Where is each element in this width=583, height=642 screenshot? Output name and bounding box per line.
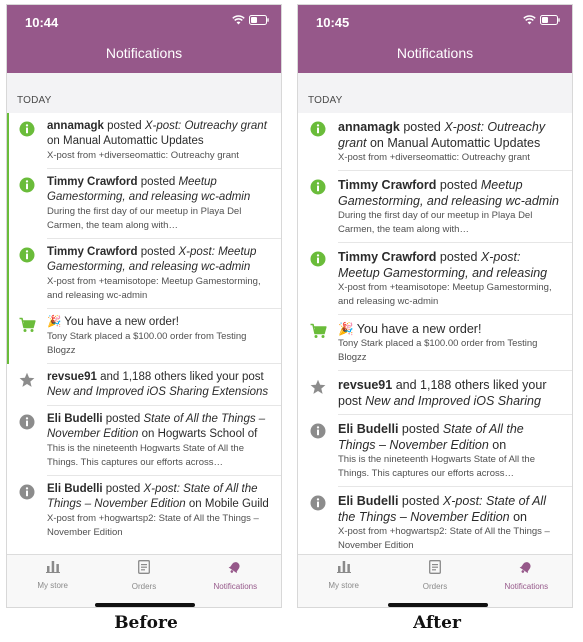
notification-subject: State of All the Things – November Edition	[47, 413, 266, 440]
info-icon	[310, 177, 328, 237]
battery-icon	[249, 15, 269, 25]
notification-site: on	[509, 510, 528, 524]
tab-label: Orders	[422, 582, 448, 591]
notification-body	[47, 315, 273, 358]
notification-row[interactable]	[7, 169, 281, 239]
notification-site: on Manual Automattic Updates	[366, 136, 541, 150]
notification-text: posted	[398, 494, 443, 508]
notification-site: on Hogwarts School of	[138, 428, 258, 440]
notification-body	[47, 412, 273, 470]
notification-user: Timmy Crawford	[47, 246, 138, 258]
info-icon	[310, 249, 328, 309]
notification-row[interactable]	[7, 406, 281, 476]
notification-row[interactable]	[298, 113, 572, 171]
notifications-list[interactable]	[7, 73, 281, 557]
notification-body	[338, 377, 564, 409]
tab-orders[interactable]	[389, 555, 480, 607]
info-icon	[19, 482, 37, 540]
document-icon	[138, 560, 150, 579]
status-time: 10:44	[25, 15, 59, 30]
tab-my-store[interactable]	[7, 555, 98, 607]
notification-row[interactable]	[298, 415, 572, 487]
section-header-today: TODAY	[298, 73, 572, 113]
notification-detail: X-post from +hogwartsp2: State of All the Things – November Edition	[338, 526, 550, 551]
notification-body	[338, 321, 564, 365]
notification-title	[338, 493, 564, 525]
notification-detail: During the first day of our meetup in Playa Del Carmen, the team along with…	[47, 206, 242, 231]
notification-title	[47, 482, 273, 512]
chart-bars-icon	[46, 560, 60, 578]
status-time: 10:45	[316, 15, 350, 30]
navigation-bar	[298, 5, 572, 73]
notification-title	[47, 245, 273, 275]
notification-user: revsue91	[338, 378, 393, 392]
notification-detail: Tony Stark placed a $100.00 order from Testing Blogzz	[338, 338, 538, 363]
navigation-bar	[7, 5, 281, 73]
home-indicator	[388, 603, 488, 607]
notification-subject: X-post: State of All the Things – November Edition	[338, 494, 546, 524]
document-icon	[429, 560, 441, 579]
notification-subject: Meetup Gamestorming, and releasing wc-admin	[338, 178, 559, 208]
notification-site: on Manual Automattic Updates	[47, 135, 204, 147]
notification-user: Timmy Crawford	[338, 250, 437, 264]
notification-detail: This is the nineteenth Hogwarts State of All the Things. This captures our efforts across…	[47, 443, 244, 468]
notification-title	[47, 175, 273, 205]
notification-body	[338, 119, 564, 165]
notification-user: annamagk	[47, 120, 104, 132]
info-icon	[19, 245, 37, 303]
notification-text: 🎉 You have a new order!	[47, 316, 179, 328]
notification-subject: New and Improved iOS Sharing	[365, 394, 541, 408]
notification-text: and 1,188 others liked your post	[96, 371, 264, 383]
notification-title	[338, 377, 564, 409]
notification-text: posted	[102, 413, 144, 425]
cart-icon	[19, 315, 37, 358]
notification-row[interactable]	[7, 364, 281, 406]
notification-title	[47, 370, 273, 400]
notification-user: annamagk	[338, 120, 400, 134]
battery-icon	[540, 15, 560, 25]
notification-body	[338, 493, 564, 553]
notification-row[interactable]	[7, 476, 281, 546]
tab-orders[interactable]	[98, 555, 189, 607]
notification-detail: This is the nineteenth Hogwarts State of All the Things. This captures our efforts across…	[338, 454, 535, 479]
info-icon	[19, 175, 37, 233]
notification-text: 🎉 You have a new order!	[338, 322, 482, 336]
notification-user: revsue91	[47, 371, 97, 383]
notification-title	[47, 412, 273, 442]
notification-subject: X-post: State of All the Things – November Edition	[47, 483, 258, 510]
notification-row[interactable]	[298, 315, 572, 371]
notification-subject: Meetup Gamestorming, and releasing wc-admin	[47, 176, 251, 203]
notification-items	[298, 113, 572, 557]
notification-user: Eli Budelli	[338, 494, 399, 508]
notification-text: posted	[399, 120, 445, 134]
tab-notifications[interactable]	[481, 555, 572, 607]
tab-notifications[interactable]	[190, 555, 281, 607]
notification-title	[338, 249, 564, 281]
page-title: Notifications	[105, 45, 183, 61]
notification-title	[338, 177, 564, 209]
status-bar	[7, 5, 281, 35]
notification-body	[47, 245, 273, 303]
notification-subject: X-post: Outreachy grant	[144, 120, 267, 132]
notification-text: posted	[137, 246, 179, 258]
info-icon	[310, 493, 328, 553]
status-bar	[298, 5, 572, 35]
cart-icon	[310, 321, 328, 365]
caption-before: Before	[114, 613, 178, 633]
notification-text: posted	[398, 422, 443, 436]
notification-text: posted	[137, 176, 179, 188]
notification-body	[338, 421, 564, 481]
phone-before	[6, 4, 282, 608]
notification-subject: State of All the Things – November Edition	[338, 422, 524, 452]
notifications-list[interactable]	[298, 73, 572, 557]
notification-row[interactable]	[298, 243, 572, 315]
tab-label: My store	[328, 581, 359, 590]
section-header-today: TODAY	[7, 73, 281, 113]
notification-body	[47, 175, 273, 233]
notification-title	[338, 119, 564, 151]
wifi-icon	[232, 15, 245, 25]
notification-detail: X-post from +teamisotope: Meetup Gamestorming, and releasing wc-admin	[338, 282, 552, 307]
notification-detail: X-post from +diverseomattic: Outreachy grant	[47, 150, 239, 161]
notification-user: Timmy Crawford	[338, 178, 437, 192]
bell-icon	[228, 560, 242, 579]
notification-site: on	[488, 438, 507, 452]
caption-after: After	[413, 613, 461, 633]
notification-row[interactable]	[298, 171, 572, 243]
notification-subject: X-post: Meetup Gamestorming, and releasing	[338, 250, 548, 280]
notification-detail: During the first day of our meetup in Playa Del Carmen, the team along with…	[338, 210, 533, 235]
tab-label: My store	[37, 581, 68, 590]
home-indicator	[95, 603, 195, 607]
tab-bar	[7, 554, 281, 607]
notification-detail: X-post from +teamisotope: Meetup Gamestorming, and releasing wc-admin	[47, 276, 261, 301]
notification-row[interactable]	[7, 239, 281, 309]
star-icon	[310, 377, 328, 409]
notification-text: posted	[103, 120, 145, 132]
notification-body	[47, 119, 273, 163]
notification-text: posted	[436, 178, 481, 192]
notification-subject: X-post: Meetup Gamestorming, and releasing wc-admin	[47, 246, 257, 273]
notification-title	[338, 321, 564, 337]
notification-body	[47, 482, 273, 540]
notification-site: on Mobile Guild	[185, 498, 269, 510]
info-icon	[19, 412, 37, 470]
phone-after	[297, 4, 573, 608]
notification-row[interactable]	[298, 487, 572, 557]
info-icon	[19, 119, 37, 163]
notification-title	[47, 315, 273, 330]
notification-title	[47, 119, 273, 149]
notification-text: posted	[102, 483, 144, 495]
notification-detail: X-post from +diverseomattic: Outreachy grant	[338, 152, 530, 163]
notification-user: Eli Budelli	[47, 413, 103, 425]
page-title: Notifications	[396, 45, 474, 61]
notification-detail: Tony Stark placed a $100.00 order from Testing Blogzz	[47, 331, 247, 356]
notification-body	[47, 370, 273, 400]
notification-detail: X-post from +hogwartsp2: State of All the Things – November Edition	[47, 513, 259, 538]
notification-items	[7, 113, 281, 546]
notification-row[interactable]	[7, 113, 281, 169]
tab-label: Orders	[131, 582, 157, 591]
notification-body	[338, 177, 564, 237]
info-icon	[310, 119, 328, 165]
wifi-icon	[523, 15, 536, 25]
notification-text: and 1,188 others liked your post	[338, 378, 547, 408]
notification-subject: New and Improved iOS Sharing Extensions	[47, 386, 269, 398]
chart-bars-icon	[337, 560, 351, 578]
notification-user: Eli Budelli	[338, 422, 399, 436]
tab-label: Notifications	[213, 582, 258, 591]
notification-body	[338, 249, 564, 309]
notification-title	[338, 421, 564, 453]
notification-text: posted	[436, 250, 481, 264]
notification-row[interactable]	[298, 371, 572, 415]
bell-icon	[519, 560, 533, 579]
notification-row[interactable]	[7, 309, 281, 364]
info-icon	[310, 421, 328, 481]
tab-bar	[298, 554, 572, 607]
notification-user: Timmy Crawford	[47, 176, 138, 188]
tab-label: Notifications	[504, 582, 549, 591]
tab-my-store[interactable]	[298, 555, 389, 607]
notification-user: Eli Budelli	[47, 483, 103, 495]
notification-subject: X-post: Outreachy grant	[338, 120, 546, 150]
star-icon	[19, 370, 37, 400]
